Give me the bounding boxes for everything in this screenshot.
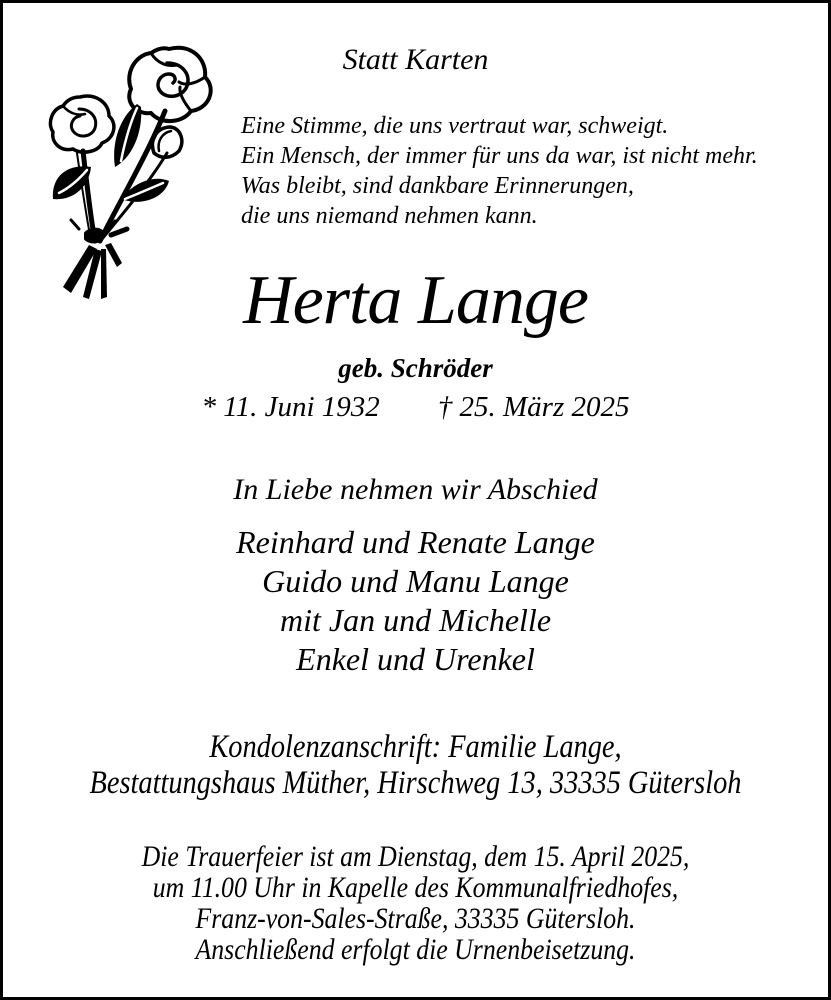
funeral-line: um 11.00 Uhr in Kapelle des Kommunalfriedhofes, xyxy=(152,871,679,904)
death-date: † 25. März 2025 xyxy=(437,391,630,423)
funeral-info xyxy=(61,841,771,965)
poem xyxy=(241,111,758,231)
funeral-line: Die Trauerfeier ist am Dienstag, dem 15. April 2025, xyxy=(141,840,690,873)
birth-date: * 11. Juni 1932 xyxy=(201,391,380,423)
funeral-line: Anschließend erfolgt die Urnenbeisetzung. xyxy=(195,933,636,966)
mourner-line: Guido und Manu Lange xyxy=(262,563,569,599)
condolence-line: Bestattungshaus Müther, Hirschweg 13, 33335 Gütersloh xyxy=(89,765,742,801)
preheader: Statt Karten xyxy=(342,43,489,76)
poem-line: Ein Mensch, der immer für uns da war, ist nicht mehr. xyxy=(241,143,758,169)
poem-line: die uns niemand nehmen kann. xyxy=(241,203,538,229)
mourner-line: Reinhard und Renate Lange xyxy=(236,524,595,560)
mourners-list xyxy=(3,523,828,679)
poem-line: Was bleibt, sind dankbare Erinnerungen, xyxy=(241,173,634,199)
maiden-name: geb. Schröder xyxy=(338,353,493,383)
farewell-line: In Liebe nehmen wir Abschied xyxy=(233,473,598,506)
rose-blossom-small xyxy=(50,96,113,152)
poem-line: Eine Stimme, die uns vertraut war, schweigt. xyxy=(241,113,669,139)
condolence-address xyxy=(61,729,771,801)
funeral-line: Franz-von-Sales-Straße, 33335 Gütersloh. xyxy=(195,902,636,935)
deceased-name: Herta Lange xyxy=(243,262,588,339)
mourner-line: mit Jan und Michelle xyxy=(279,602,552,638)
life-dates xyxy=(3,391,828,424)
condolence-line: Kondolenzanschrift: Familie Lange, xyxy=(209,729,622,765)
mourner-line: Enkel und Urenkel xyxy=(296,641,535,677)
